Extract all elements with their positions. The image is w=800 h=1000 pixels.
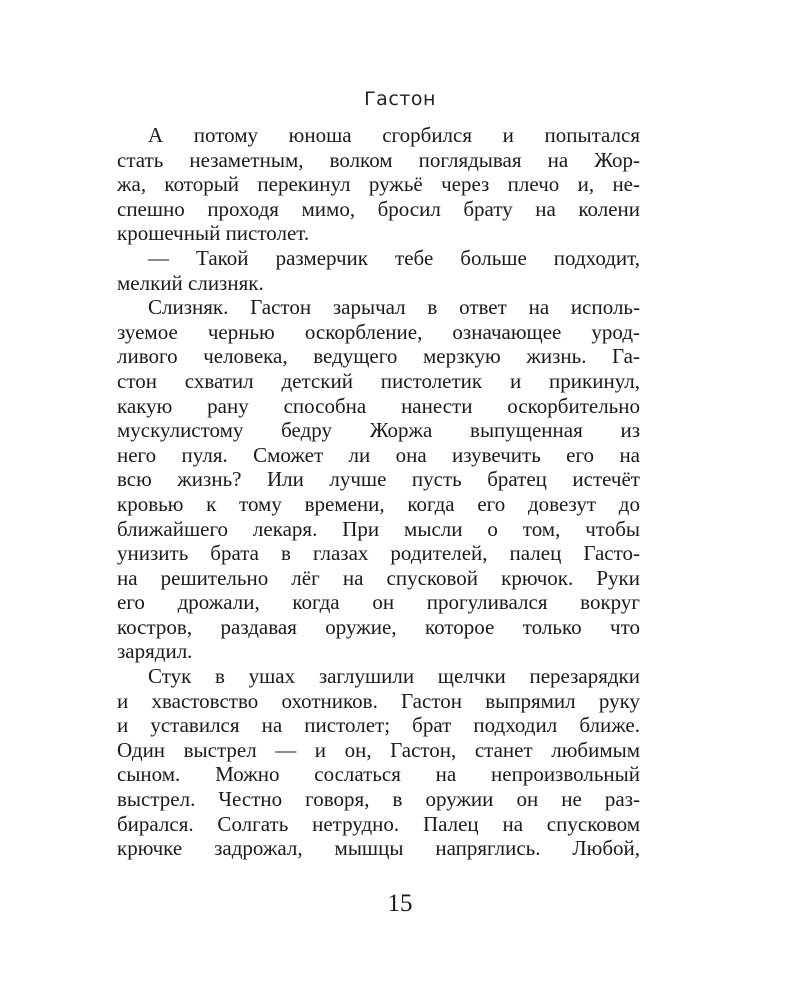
text-line: стать незаметным, волком поглядывая на Жор- — [117, 147, 640, 172]
text-line: ливого человека, ведущего мерзкую жизнь. Га- — [117, 344, 640, 369]
text-line: какую рану способна нанести оскорбительно — [117, 393, 640, 418]
text-line: бирался. Солгать нетрудно. Палец на спусковом — [117, 811, 640, 836]
text-line: — Такой размерчик тебе больше подходит, — [148, 245, 640, 270]
text-line: А потому юноша сгорбился и попытался — [148, 123, 640, 147]
text-line: унизить брата в глазах родителей, палец Гасто- — [117, 541, 640, 566]
text-line: Один выстрел — и он, Гастон, станет любимым — [117, 737, 640, 762]
text-line: зарядил. — [117, 639, 193, 664]
text-line: Стук в ушах заглушили щелчки перезарядки — [148, 664, 640, 689]
text-line: крошечный пистолет. — [117, 221, 310, 246]
text-line: зуемое чернью оскорбление, означающее урод- — [117, 319, 640, 344]
text-line: крючке задрожал, мышцы напряглись. Любой, — [117, 836, 640, 861]
text-line: всю жизнь? Или лучше пусть братец истечёт — [117, 467, 640, 492]
text-line: жа, который перекинул ружьё через плечо и, не- — [117, 172, 640, 197]
body-text — [117, 123, 640, 861]
text-line: спешно проходя мимо, бросил брату на колени — [117, 196, 640, 221]
page-number: 15 — [387, 890, 413, 917]
text-line: мускулистому бедру Жоржа выпущенная из — [117, 418, 640, 443]
running-head: Гастон — [364, 88, 436, 110]
text-line: него пуля. Сможет ли она изувечить его на — [117, 442, 640, 467]
text-line: и уставился на пистолет; брат подходил ближе. — [117, 713, 640, 738]
text-line: и хвастовство охотников. Гастон выпрямил руку — [117, 688, 640, 713]
text-line: мелкий слизняк. — [117, 270, 264, 295]
text-line: выстрел. Честно говоря, в оружии он не раз- — [117, 787, 640, 812]
text-line: Слизняк. Гастон зарычал в ответ на исполь- — [148, 295, 640, 320]
text-line: сыном. Можно сослаться на непроизвольный — [117, 762, 640, 787]
text-line: стон схватил детский пистолетик и прикинул, — [117, 368, 640, 393]
text-line: ближайшего лекаря. При мысли о том, чтобы — [117, 516, 640, 541]
text-line: на решительно лёг на спусковой крючок. Руки — [117, 565, 640, 590]
text-line: его дрожали, когда он прогуливался вокруг — [117, 590, 640, 615]
text-line: кровью к тому времени, когда его довезут до — [117, 491, 640, 516]
text-line: костров, раздавая оружие, которое только что — [117, 614, 640, 639]
